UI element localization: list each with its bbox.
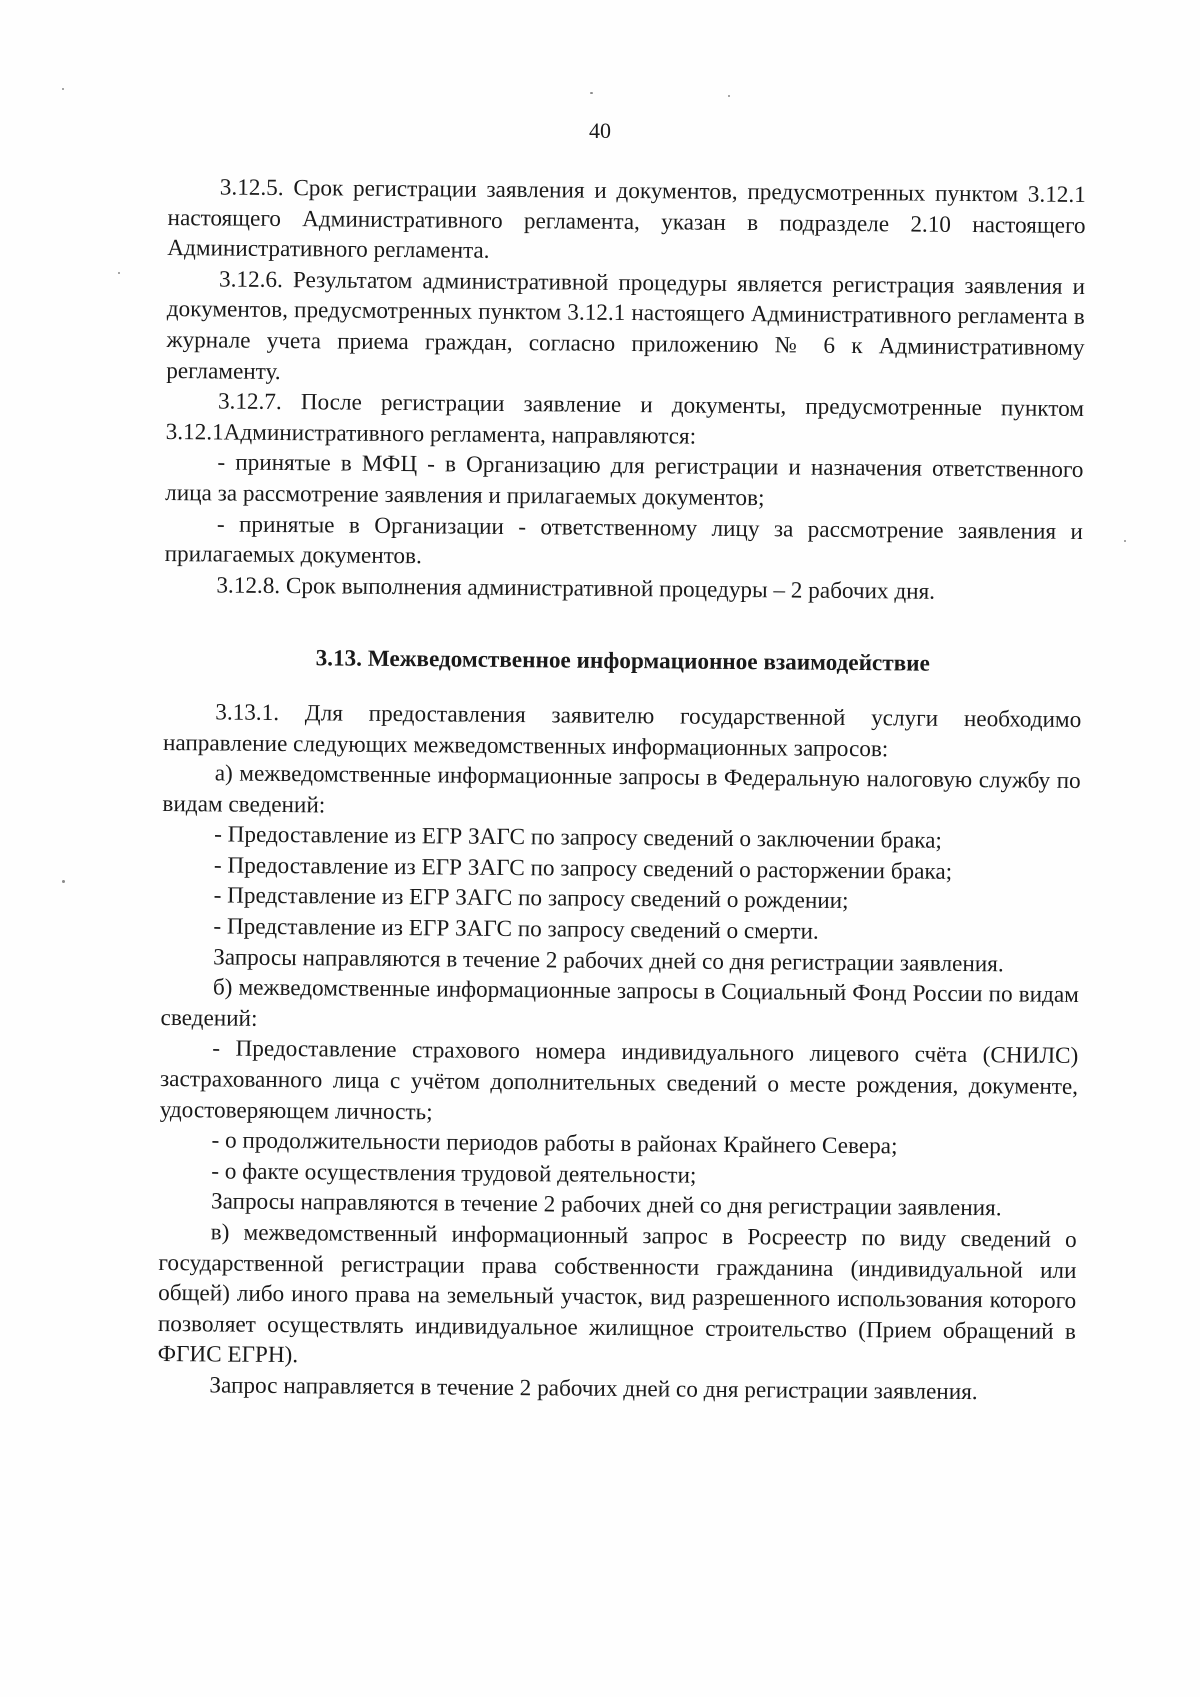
paragraph-item-a: а) межведомственные информационные запросы в Федеральную налоговую службу по видам сведений: (162, 760, 1081, 819)
list-item-marriage: - Предоставление из ЕГР ЗАГС по запросу сведений о заключении брака; (214, 821, 943, 855)
page-number: 40 (589, 118, 611, 143)
scan-speck (728, 95, 730, 97)
scan-speck (118, 272, 120, 274)
list-item-divorce: - Предоставление из ЕГР ЗАГС по запросу сведений о расторжении брака; (213, 852, 953, 885)
scan-speck (62, 880, 65, 883)
document-body (157, 172, 1086, 1409)
paragraph-requests-deadline-b: Запросы направляются в течение 2 рабочих дней со дня регистрации заявления. (210, 1188, 1002, 1222)
paragraph-3-12-8: 3.12.8. Срок выполнения административной процедуры – 2 рабочих дня. (216, 572, 936, 605)
list-item-labor-activity: - о факте осуществления трудовой деятельности; (211, 1158, 697, 1189)
list-item-far-north: - о продолжительности периодов работы в районах Крайнего Севера; (211, 1127, 898, 1160)
list-item-organization: - принятые в Организации - ответственному лицу за рассмотрение заявления и прилагаемых документов. (164, 510, 1084, 570)
scan-speck (1124, 540, 1126, 542)
paragraph-3-12-6: 3.12.6. Результатом административной процедуры является регистрация заявления и документов, предусмотренных пунктом 3.12.1 настоящего Административного регламента в журнале учета приема граждан, согласно приложению № 6 к Административному регламенту. (166, 266, 1086, 385)
paragraph-request-deadline-v: Запрос направляется в течение 2 рабочих дней со дня регистрации заявления. (209, 1372, 978, 1406)
list-item-mfc: - принятые в МФЦ - в Организацию для регистрации и назначения ответственного лица за рассмотрение заявления и прилагаемых документов; (165, 449, 1084, 512)
scan-speck (62, 88, 64, 90)
scan-speck (590, 92, 593, 94)
paragraph-3-12-5: 3.12.5. Срок регистрации заявления и документов, предусмотренных пунктом 3.12.1 настоящего Административного регламента, указан в подразделе 2.10 настоящего Административного регламента. (167, 174, 1086, 264)
paragraph-item-v: в) межведомственный информационный запрос в Росреестр по виду сведений о государственной регистрации права собственности гражданина (индивидуальной или общей) либо иного права на земельный участок, вид разрешенного использования которого позволяет осуществлять индивидуальное жилищное строительство (Прием обращений в ФГИС ЕГРН). (157, 1219, 1077, 1369)
paragraph-requests-deadline-a: Запросы направляются в течение 2 рабочих дней со дня регистрации заявления. (213, 944, 1004, 977)
section-title: 3.13. Межведомственное информационное взаимодействие (315, 645, 930, 677)
paragraph-3-12-7: 3.12.7. После регистрации заявление и документы, предусмотренные пунктом 3.12.1Административного регламента, направляются: (165, 388, 1085, 450)
paragraph-3-13-1: 3.13.1. Для предоставления заявителю государственной услуги необходимо направление следующих межведомственных информационных запросов: (162, 699, 1082, 762)
list-item-birth: - Представление из ЕГР ЗАГС по запросу сведений о рождении; (213, 882, 849, 915)
list-item-snils: - Предоставление страхового номера индивидуального лицевого счёта (СНИЛС) застрахованного лица с учётом дополнительных сведений о месте рождения, документе, удостоверяющем личность; (159, 1035, 1079, 1125)
list-item-death: - Представление из ЕГР ЗАГС по запросу сведений о смерти. (213, 913, 819, 945)
paragraph-item-b: б) межведомственные информационные запросы в Социальный Фонд России по видам сведений: (160, 974, 1079, 1032)
